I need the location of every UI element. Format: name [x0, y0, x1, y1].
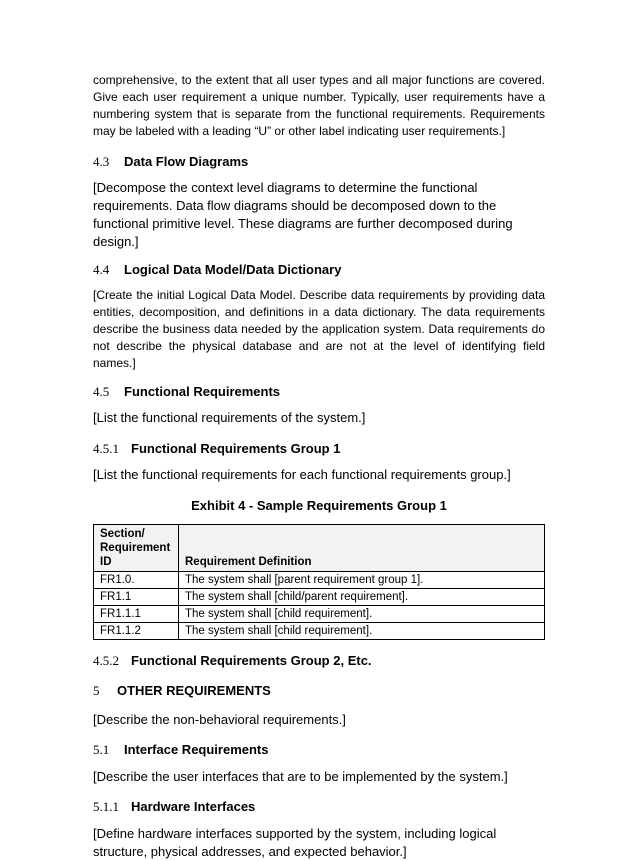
requirement-definition: The system shall [parent requirement group 1].: [179, 572, 545, 589]
heading-4-4: [93, 261, 545, 278]
heading-4-3: [93, 153, 545, 170]
table-row: [94, 589, 545, 606]
heading-4-5-1: [93, 440, 545, 457]
heading-title: Functional Requirements: [124, 384, 281, 399]
heading-title: OTHER REQUIREMENTS: [117, 683, 271, 698]
heading-number: 5.1: [93, 742, 110, 757]
requirement-id: FR1.1.1: [94, 606, 179, 623]
requirement-definition: The system shall [child requirement].: [179, 606, 545, 623]
requirements-table: [93, 524, 545, 640]
heading-number: 4.3: [93, 154, 110, 169]
requirement-definition: The system shall [child requirement].: [179, 623, 545, 640]
heading-number: 5: [93, 683, 100, 698]
table-row: [94, 572, 545, 589]
requirement-id: FR1.1.2: [94, 623, 179, 640]
paragraph-4-4: [Create the initial Logical Data Model. Describe data requirements by providing data entities, decomposition, and definitions in a data dictionary. The data requirements describe the business data needed by the application system. Data requirements do not describe the physical database and are not at the level of identifying field names.]: [93, 288, 545, 370]
heading-title: Hardware Interfaces: [131, 799, 256, 814]
heading-5-1: [93, 741, 545, 758]
heading-title: Logical Data Model/Data Dictionary: [124, 262, 342, 277]
heading-title: Data Flow Diagrams: [124, 154, 249, 169]
requirement-id: FR1.0.: [94, 572, 179, 589]
requirement-id: FR1.1: [94, 589, 179, 606]
paragraph-4-5: [List the functional requirements of the system.]: [93, 410, 366, 425]
requirement-definition: The system shall [child/parent requirement].: [179, 589, 545, 606]
heading-4-5: [93, 383, 545, 400]
document-page: [93, 72, 545, 861]
heading-5: [93, 682, 545, 699]
heading-title: Functional Requirements Group 2, Etc.: [131, 653, 372, 668]
heading-number: 4.5: [93, 384, 110, 399]
paragraph-5-1-1: [Define hardware interfaces supported by the system, including logical structure, physical addresses, and expected behavior.]: [93, 826, 497, 859]
heading-title: Functional Requirements Group 1: [131, 441, 341, 456]
heading-number: 4.5.1: [93, 441, 119, 456]
paragraph-5: [Describe the non-behavioral requirements.]: [93, 712, 346, 727]
header-requirement-definition: Requirement Definition: [179, 525, 545, 572]
heading-5-1-1: [93, 798, 545, 815]
heading-4-5-2: [93, 652, 545, 669]
paragraph-4-3: [Decompose the context level diagrams to determine the functional requirements. Data flow diagrams should be decomposed down to the functional primitive level. These diagrams are further decomposed during design.]: [93, 180, 513, 249]
heading-number: 5.1.1: [93, 799, 119, 814]
heading-number: 4.5.2: [93, 653, 119, 668]
paragraph-4-5-1: [List the functional requirements for each functional requirements group.]: [93, 467, 511, 482]
heading-number: 4.4: [93, 262, 110, 277]
header-section-requirement-id: Section/ Requirement ID: [94, 525, 179, 572]
table-header-row: [94, 525, 545, 572]
exhibit-caption: Exhibit 4 - Sample Requirements Group 1: [191, 498, 447, 513]
table-row: [94, 606, 545, 623]
paragraph-5-1: [Describe the user interfaces that are to be implemented by the system.]: [93, 769, 508, 784]
table-row: [94, 623, 545, 640]
heading-title: Interface Requirements: [124, 742, 269, 757]
intro-paragraph: comprehensive, to the extent that all user types and all major functions are covered. Give each user requirement a unique number. Typically, user requirements have a numbering system that is separate from the functional requirements. Requirements may be labeled with a leading “U” or other label indicating user requirements.]: [93, 73, 545, 138]
